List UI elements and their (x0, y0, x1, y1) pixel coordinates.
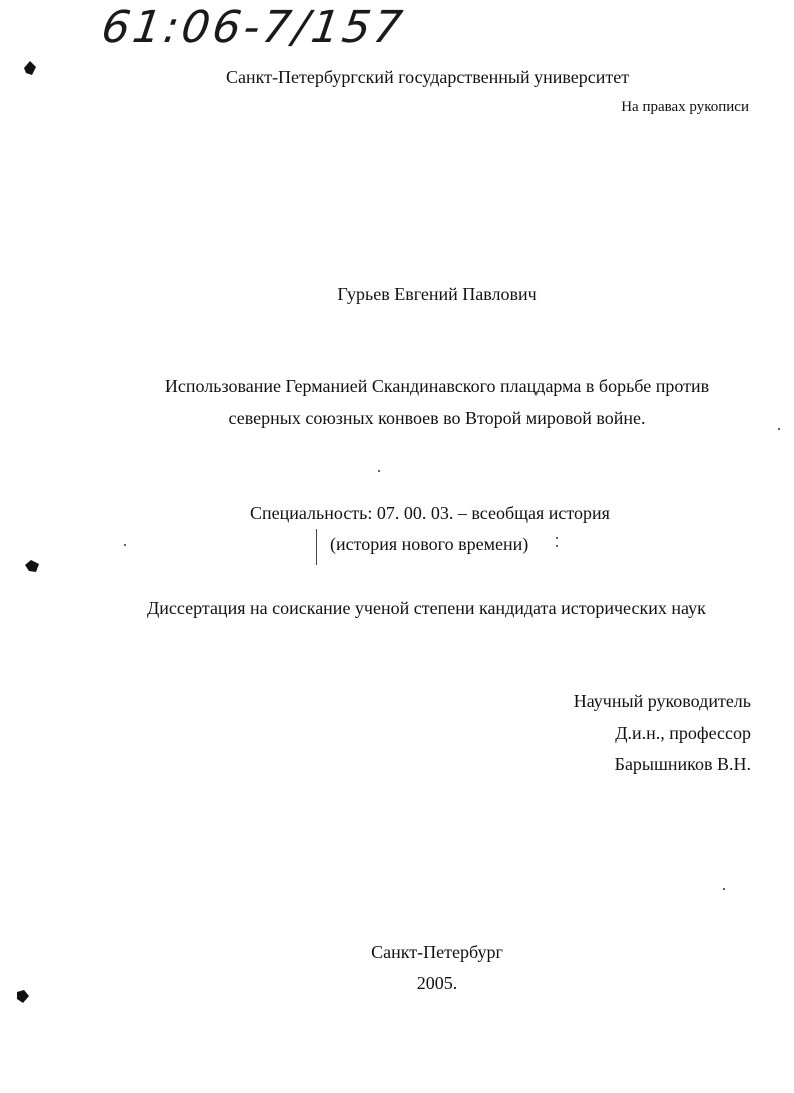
handwritten-archive-code: 61:06-7/157 (98, 2, 409, 53)
scan-speck (124, 544, 126, 546)
author-name: Гурьев Евгений Павлович (337, 284, 537, 304)
binder-hole-mark (20, 58, 40, 78)
supervisor-rank: Д.и.н., профессор (615, 723, 751, 743)
supervisor-name: Барышников В.Н. (614, 754, 751, 774)
title-line-1: Использование Германией Скандинавского плацдарма в борьбе против (164, 376, 710, 396)
manuscript-note: На правах рукописи (621, 99, 749, 115)
scan-speck (723, 888, 725, 890)
supervisor-label: Научный руководитель (573, 691, 751, 711)
city: Санкт-Петербург (371, 942, 503, 962)
specialty-line-2: (история нового времени) (330, 534, 529, 554)
scan-line (316, 529, 317, 565)
university-name: Санкт-Петербургский государственный университет (226, 67, 630, 87)
title-line-2: северных союзных конвоев во Второй мировой войне. (228, 408, 646, 428)
scan-speck (378, 470, 380, 472)
binder-hole-mark (22, 556, 42, 576)
degree-statement: Диссертация на соискание ученой степени кандидата исторических наук (147, 598, 706, 618)
scan-speck (556, 537, 558, 539)
scan-speck (556, 545, 558, 547)
year: 2005. (416, 973, 458, 993)
specialty-line-1: Специальность: 07. 00. 03. – всеобщая история (250, 503, 610, 523)
